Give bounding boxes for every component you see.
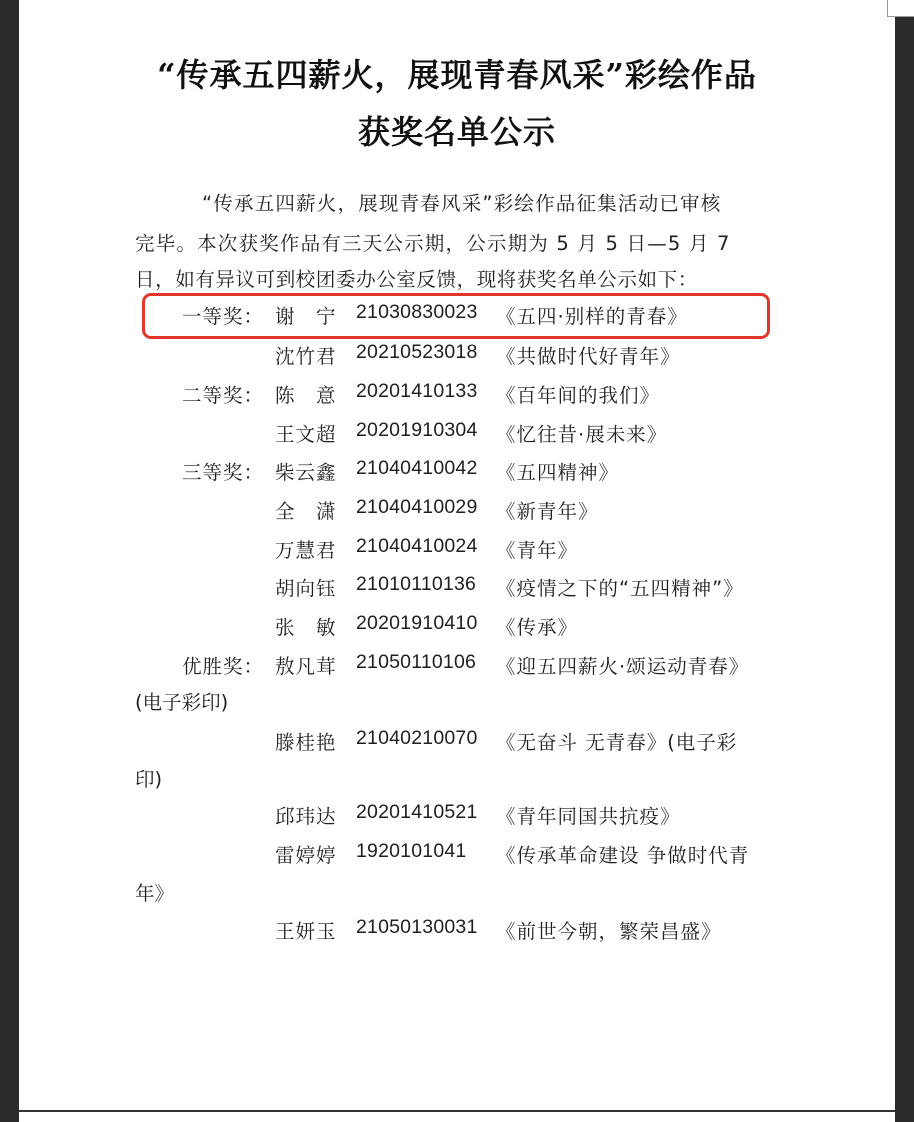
student-id: 21050110106 bbox=[356, 651, 477, 673]
student-id: 21010110136 bbox=[356, 573, 477, 595]
page-bottom-edge bbox=[19, 1110, 895, 1112]
intro-paragraph-line-3: 日，如有异议可到校团委办公室反馈，现将获奖名单公示如下： bbox=[135, 268, 698, 291]
winner-name: 胡向钰 bbox=[275, 577, 337, 600]
student-id: 21040210070 bbox=[356, 727, 478, 749]
winner-name: 敖凡茸 bbox=[275, 655, 337, 678]
student-id: 21040410042 bbox=[356, 457, 478, 479]
winner-name: 万慧君 bbox=[275, 539, 337, 562]
student-id: 20201910410 bbox=[356, 612, 478, 634]
award-level: 三等奖： bbox=[182, 461, 265, 484]
winner-name: 滕桂艳 bbox=[275, 731, 337, 754]
student-id: 20201910304 bbox=[356, 419, 478, 441]
award-row bbox=[19, 840, 895, 876]
award-level: 二等奖： bbox=[182, 384, 265, 407]
work-title: 《无奋斗 无青春》(电子彩 bbox=[496, 731, 738, 754]
document-title-line-2: 获奖名单公示 bbox=[357, 113, 556, 151]
award-row bbox=[19, 651, 895, 687]
award-row bbox=[19, 612, 895, 648]
work-title: 《共做时代好青年》 bbox=[496, 345, 681, 368]
work-title: 《百年间的我们》 bbox=[496, 384, 661, 407]
student-id: 21040410029 bbox=[356, 496, 478, 518]
student-id: 1920101041 bbox=[356, 840, 467, 862]
award-level: 优胜奖： bbox=[182, 655, 265, 678]
work-title: 《传承革命建设 争做时代青 bbox=[496, 844, 750, 867]
winner-name: 谢 宁 bbox=[275, 305, 337, 328]
viewer-right-scrollbar[interactable] bbox=[895, 0, 914, 1122]
student-id: 20210523018 bbox=[356, 341, 478, 363]
winner-name: 雷婷婷 bbox=[275, 844, 337, 867]
work-title: 《青年》 bbox=[496, 539, 579, 562]
student-id: 21050130031 bbox=[356, 916, 478, 938]
document-title-line-1: “传承五四薪火，展现青春风采”彩绘作品 bbox=[157, 56, 757, 94]
winner-name: 陈 意 bbox=[275, 384, 337, 407]
work-title: 《疫情之下的“五四精神”》 bbox=[496, 577, 744, 600]
award-row bbox=[19, 419, 895, 455]
intro-paragraph-line-2: 完毕。本次获奖作品有三天公示期，公示期为 5 月 5 日—5 月 7 bbox=[135, 232, 731, 255]
award-level: 一等奖： bbox=[182, 305, 265, 328]
work-title-continuation: 年》 bbox=[135, 882, 175, 905]
award-row bbox=[19, 341, 895, 377]
first-prize-highlight-box bbox=[142, 293, 770, 339]
intro-paragraph-line-1: “传承五四薪火，展现青春风采”彩绘作品征集活动已审核 bbox=[202, 192, 722, 215]
student-id: 21040410024 bbox=[356, 535, 478, 557]
winner-name: 沈竹君 bbox=[275, 345, 337, 368]
winner-name: 全 潇 bbox=[275, 500, 337, 523]
work-title-continuation: (电子彩印) bbox=[135, 691, 229, 714]
award-row bbox=[19, 380, 895, 416]
award-row bbox=[19, 801, 895, 837]
corner-control[interactable] bbox=[887, 0, 914, 17]
winner-name: 王文超 bbox=[275, 423, 337, 446]
work-title: 《五四精神》 bbox=[496, 461, 620, 484]
award-row bbox=[19, 457, 895, 493]
student-id: 21030830023 bbox=[356, 301, 478, 323]
award-row bbox=[19, 727, 895, 763]
work-title: 《五四·别样的青春》 bbox=[496, 305, 688, 328]
award-row bbox=[19, 535, 895, 571]
work-title: 《前世今朝，繁荣昌盛》 bbox=[496, 920, 722, 943]
work-title: 《忆往昔·展未来》 bbox=[496, 423, 668, 446]
award-row bbox=[19, 573, 895, 609]
winner-name: 柴云鑫 bbox=[275, 461, 337, 484]
student-id: 20201410133 bbox=[356, 380, 478, 402]
work-title: 《传承》 bbox=[496, 616, 579, 639]
winner-name: 王妍玉 bbox=[275, 920, 337, 943]
award-row bbox=[19, 496, 895, 532]
work-title: 《青年同国共抗疫》 bbox=[496, 805, 681, 828]
winner-name: 张 敏 bbox=[275, 616, 337, 639]
viewer-left-border bbox=[0, 0, 19, 1122]
award-row bbox=[19, 916, 895, 952]
winner-name: 邱玮达 bbox=[275, 805, 337, 828]
work-title-continuation: 印) bbox=[135, 768, 163, 791]
work-title: 《迎五四薪火·颂运动青春》 bbox=[496, 655, 750, 678]
document-page bbox=[19, 0, 895, 1112]
work-title: 《新青年》 bbox=[496, 500, 599, 523]
student-id: 20201410521 bbox=[356, 801, 478, 823]
